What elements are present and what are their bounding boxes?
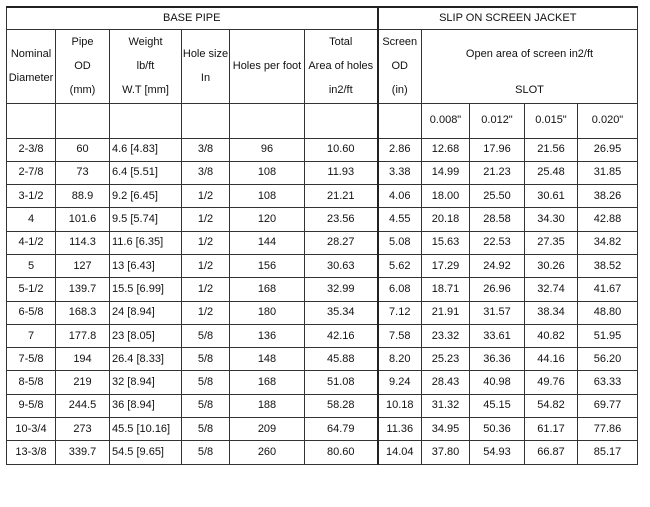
total-area-cell: 23.56 [305, 208, 378, 231]
pipe-od-cell: 273 [56, 418, 110, 441]
open-area-0008-cell: 12.68 [422, 138, 470, 161]
open-area-0015-cell: 27.35 [525, 231, 578, 254]
holes-per-foot-cell: 120 [230, 208, 305, 231]
nominal-diameter-header: Nominal Diameter [7, 29, 56, 103]
screen-od-cell: 5.62 [378, 254, 422, 277]
total-area-cell: 11.93 [305, 161, 378, 184]
slot-size-0020: 0.020" [578, 103, 638, 138]
open-area-0012-cell: 54.93 [470, 441, 525, 464]
hole-size-cell: 1/2 [182, 254, 230, 277]
table-row [7, 208, 638, 231]
table-row [7, 231, 638, 254]
slip-on-screen-jacket-header: SLIP ON SCREEN JACKET [378, 7, 638, 29]
blank-cell [56, 103, 110, 138]
holes-per-foot-cell: 96 [230, 138, 305, 161]
weight-cell: 24 [8.94] [110, 301, 182, 324]
nominal-diameter-cell: 9-5/8 [7, 394, 56, 417]
open-area-0020-cell: 26.95 [578, 138, 638, 161]
total-area-cell: 28.27 [305, 231, 378, 254]
weight-cell: 15.5 [6.99] [110, 278, 182, 301]
nominal-diameter-cell: 13-3/8 [7, 441, 56, 464]
nominal-diameter-cell: 7-5/8 [7, 348, 56, 371]
open-area-0008-cell: 37.80 [422, 441, 470, 464]
table-row [7, 278, 638, 301]
holes-per-foot-cell: 180 [230, 301, 305, 324]
open-area-0015-cell: 40.82 [525, 324, 578, 347]
open-area-0012-cell: 21.23 [470, 161, 525, 184]
open-area-0015-cell: 25.48 [525, 161, 578, 184]
pipe-od-cell: 194 [56, 348, 110, 371]
screen-od-cell: 2.86 [378, 138, 422, 161]
nominal-diameter-cell: 4 [7, 208, 56, 231]
open-area-0020-cell: 31.85 [578, 161, 638, 184]
hole-size-cell: 1/2 [182, 278, 230, 301]
weight-cell: 32 [8.94] [110, 371, 182, 394]
pipe-od-cell: 127 [56, 254, 110, 277]
total-area-cell: 10.60 [305, 138, 378, 161]
open-area-0020-cell: 85.17 [578, 441, 638, 464]
open-area-0020-cell: 42.88 [578, 208, 638, 231]
slot-header: SLOT [422, 79, 638, 104]
hole-size-header: Hole size In [182, 29, 230, 103]
open-area-0012-cell: 26.96 [470, 278, 525, 301]
holes-per-foot-cell: 148 [230, 348, 305, 371]
hole-size-cell: 5/8 [182, 324, 230, 347]
weight-header: Weight lb/ft W.T [mm] [110, 29, 182, 103]
screen-od-cell: 8.20 [378, 348, 422, 371]
open-area-0020-cell: 63.33 [578, 371, 638, 394]
pipe-od-cell: 339.7 [56, 441, 110, 464]
holes-per-foot-cell: 260 [230, 441, 305, 464]
weight-cell: 6.4 [5.51] [110, 161, 182, 184]
open-area-0012-cell: 36.36 [470, 348, 525, 371]
nominal-diameter-cell: 2-7/8 [7, 161, 56, 184]
open-area-0012-cell: 45.15 [470, 394, 525, 417]
blank-cell [230, 103, 305, 138]
nominal-diameter-cell: 6-5/8 [7, 301, 56, 324]
weight-cell: 23 [8.05] [110, 324, 182, 347]
holes-per-foot-cell: 136 [230, 324, 305, 347]
hole-size-cell: 1/2 [182, 231, 230, 254]
screen-od-cell: 14.04 [378, 441, 422, 464]
pipe-od-cell: 168.3 [56, 301, 110, 324]
total-area-cell: 30.63 [305, 254, 378, 277]
open-area-0015-cell: 66.87 [525, 441, 578, 464]
holes-per-foot-cell: 209 [230, 418, 305, 441]
pipe-od-cell: 101.6 [56, 208, 110, 231]
base-pipe-header: BASE PIPE [7, 7, 378, 29]
holes-per-foot-cell: 188 [230, 394, 305, 417]
holes-per-foot-header: Holes per foot [230, 29, 305, 103]
weight-cell: 9.5 [5.74] [110, 208, 182, 231]
screen-od-cell: 10.18 [378, 394, 422, 417]
total-area-cell: 42.16 [305, 324, 378, 347]
hole-size-cell: 1/2 [182, 301, 230, 324]
open-area-0008-cell: 18.71 [422, 278, 470, 301]
blank-cell [182, 103, 230, 138]
nominal-diameter-cell: 7 [7, 324, 56, 347]
hole-size-cell: 5/8 [182, 371, 230, 394]
table-row [7, 371, 638, 394]
hole-size-cell: 5/8 [182, 441, 230, 464]
weight-cell: 9.2 [6.45] [110, 185, 182, 208]
pipe-od-cell: 139.7 [56, 278, 110, 301]
open-area-0015-cell: 44.16 [525, 348, 578, 371]
open-area-0012-cell: 31.57 [470, 301, 525, 324]
weight-cell: 36 [8.94] [110, 394, 182, 417]
table-row [7, 324, 638, 347]
open-area-0008-cell: 17.29 [422, 254, 470, 277]
total-area-cell: 80.60 [305, 441, 378, 464]
open-area-header: Open area of screen in2/ft [422, 29, 638, 79]
table-row [7, 348, 638, 371]
pipe-od-cell: 219 [56, 371, 110, 394]
open-area-0015-cell: 30.26 [525, 254, 578, 277]
open-area-0008-cell: 23.32 [422, 324, 470, 347]
table-row [7, 441, 638, 464]
nominal-diameter-cell: 10-3/4 [7, 418, 56, 441]
pipe-od-cell: 177.8 [56, 324, 110, 347]
screen-od-cell: 5.08 [378, 231, 422, 254]
total-area-cell: 51.08 [305, 371, 378, 394]
blank-cell [110, 103, 182, 138]
hole-size-cell: 5/8 [182, 348, 230, 371]
hole-size-cell: 1/2 [182, 185, 230, 208]
screen-od-cell: 7.12 [378, 301, 422, 324]
open-area-0012-cell: 40.98 [470, 371, 525, 394]
total-area-cell: 21.21 [305, 185, 378, 208]
open-area-0020-cell: 38.52 [578, 254, 638, 277]
nominal-diameter-cell: 2-3/8 [7, 138, 56, 161]
nominal-diameter-cell: 5 [7, 254, 56, 277]
open-area-0008-cell: 28.43 [422, 371, 470, 394]
slot-size-0008: 0.008" [422, 103, 470, 138]
holes-per-foot-cell: 168 [230, 371, 305, 394]
blank-cell [7, 103, 56, 138]
weight-cell: 54.5 [9.65] [110, 441, 182, 464]
holes-per-foot-cell: 156 [230, 254, 305, 277]
nominal-diameter-cell: 3-1/2 [7, 185, 56, 208]
open-area-0015-cell: 34.30 [525, 208, 578, 231]
total-area-cell: 35.34 [305, 301, 378, 324]
open-area-0015-cell: 49.76 [525, 371, 578, 394]
total-area-cell: 64.79 [305, 418, 378, 441]
weight-cell: 45.5 [10.16] [110, 418, 182, 441]
weight-cell: 11.6 [6.35] [110, 231, 182, 254]
pipe-od-cell: 114.3 [56, 231, 110, 254]
blank-cell [305, 103, 378, 138]
open-area-0015-cell: 21.56 [525, 138, 578, 161]
weight-cell: 13 [6.43] [110, 254, 182, 277]
open-area-0012-cell: 24.92 [470, 254, 525, 277]
pipe-od-cell: 60 [56, 138, 110, 161]
hole-size-cell: 3/8 [182, 161, 230, 184]
open-area-0012-cell: 17.96 [470, 138, 525, 161]
table-row [7, 161, 638, 184]
open-area-0020-cell: 77.86 [578, 418, 638, 441]
open-area-0012-cell: 22.53 [470, 231, 525, 254]
open-area-0015-cell: 61.17 [525, 418, 578, 441]
screen-od-cell: 9.24 [378, 371, 422, 394]
nominal-diameter-cell: 8-5/8 [7, 371, 56, 394]
open-area-0020-cell: 34.82 [578, 231, 638, 254]
open-area-0012-cell: 50.36 [470, 418, 525, 441]
slot-size-0015: 0.015" [525, 103, 578, 138]
hole-size-cell: 1/2 [182, 208, 230, 231]
open-area-0008-cell: 31.32 [422, 394, 470, 417]
pipe-od-cell: 88.9 [56, 185, 110, 208]
open-area-0008-cell: 14.99 [422, 161, 470, 184]
screen-od-cell: 4.06 [378, 185, 422, 208]
table-row [7, 138, 638, 161]
table-row [7, 185, 638, 208]
open-area-0020-cell: 41.67 [578, 278, 638, 301]
pipe-od-header: Pipe OD (mm) [56, 29, 110, 103]
pipe-od-cell: 73 [56, 161, 110, 184]
open-area-0020-cell: 69.77 [578, 394, 638, 417]
open-area-0012-cell: 25.50 [470, 185, 525, 208]
screen-od-cell: 7.58 [378, 324, 422, 347]
open-area-0012-cell: 33.61 [470, 324, 525, 347]
open-area-0020-cell: 51.95 [578, 324, 638, 347]
pipe-spec-table [6, 6, 638, 465]
hole-size-cell: 3/8 [182, 138, 230, 161]
screen-od-header: Screen OD (in) [378, 29, 422, 103]
total-area-header: Total Area of holes in2/ft [305, 29, 378, 103]
screen-od-cell: 11.36 [378, 418, 422, 441]
total-area-cell: 32.99 [305, 278, 378, 301]
open-area-0015-cell: 30.61 [525, 185, 578, 208]
open-area-0020-cell: 38.26 [578, 185, 638, 208]
open-area-0015-cell: 54.82 [525, 394, 578, 417]
open-area-0008-cell: 18.00 [422, 185, 470, 208]
weight-cell: 4.6 [4.83] [110, 138, 182, 161]
holes-per-foot-cell: 108 [230, 185, 305, 208]
total-area-cell: 58.28 [305, 394, 378, 417]
holes-per-foot-cell: 144 [230, 231, 305, 254]
screen-od-cell: 6.08 [378, 278, 422, 301]
open-area-0015-cell: 38.34 [525, 301, 578, 324]
table-row [7, 418, 638, 441]
pipe-od-cell: 244.5 [56, 394, 110, 417]
table-row [7, 394, 638, 417]
holes-per-foot-cell: 108 [230, 161, 305, 184]
hole-size-cell: 5/8 [182, 394, 230, 417]
table-row [7, 254, 638, 277]
screen-od-cell: 4.55 [378, 208, 422, 231]
open-area-0020-cell: 48.80 [578, 301, 638, 324]
table-row [7, 301, 638, 324]
nominal-diameter-cell: 5-1/2 [7, 278, 56, 301]
hole-size-cell: 5/8 [182, 418, 230, 441]
nominal-diameter-cell: 4-1/2 [7, 231, 56, 254]
screen-od-cell: 3.38 [378, 161, 422, 184]
weight-cell: 26.4 [8.33] [110, 348, 182, 371]
open-area-0008-cell: 15.63 [422, 231, 470, 254]
open-area-0012-cell: 28.58 [470, 208, 525, 231]
open-area-0008-cell: 34.95 [422, 418, 470, 441]
blank-cell [378, 103, 422, 138]
slot-size-0012: 0.012" [470, 103, 525, 138]
open-area-0008-cell: 25.23 [422, 348, 470, 371]
total-area-cell: 45.88 [305, 348, 378, 371]
open-area-0008-cell: 20.18 [422, 208, 470, 231]
open-area-0008-cell: 21.91 [422, 301, 470, 324]
open-area-0020-cell: 56.20 [578, 348, 638, 371]
holes-per-foot-cell: 168 [230, 278, 305, 301]
open-area-0015-cell: 32.74 [525, 278, 578, 301]
